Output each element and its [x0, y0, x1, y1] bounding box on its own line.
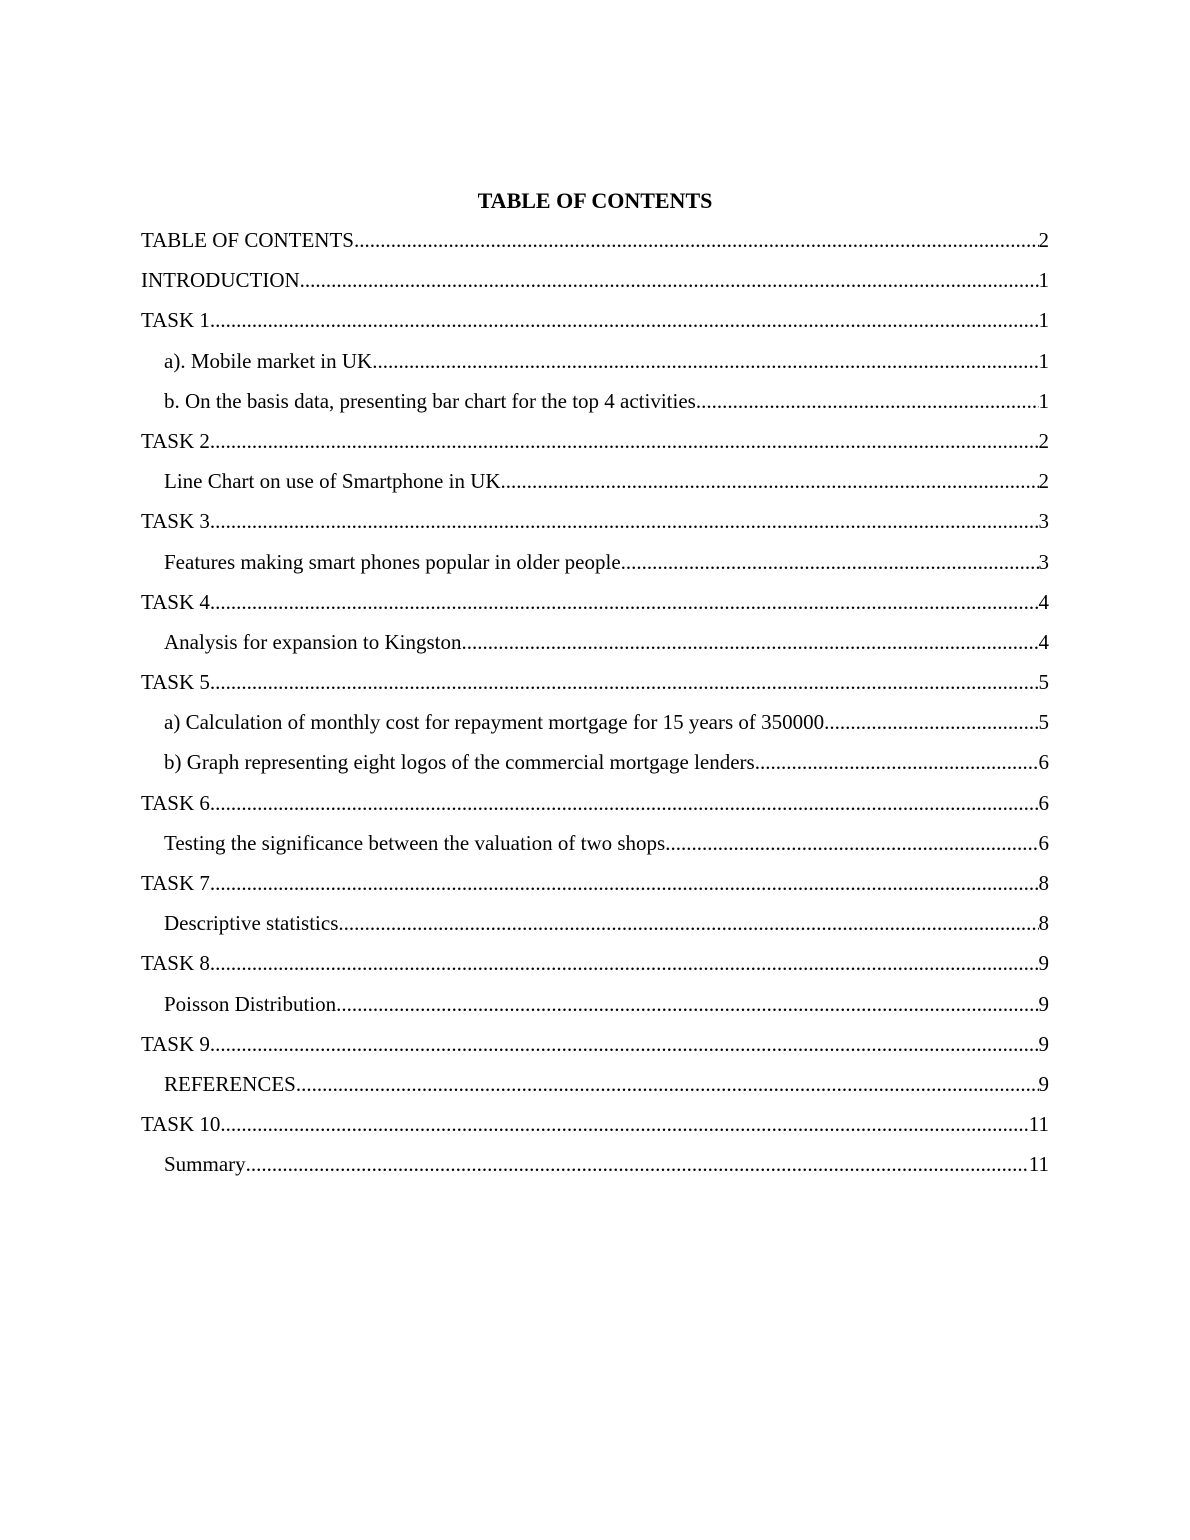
toc-page-number: 3 [1038, 509, 1049, 534]
toc-dot-leader [246, 1149, 1029, 1179]
toc-entry-title: a). Mobile market in UK [164, 348, 373, 373]
toc-entry-title: TASK 9 [141, 1031, 210, 1056]
toc-page-number: 5 [1038, 670, 1049, 695]
toc-dot-leader [824, 707, 1038, 737]
toc-entry-title: Features making smart phones popular in older people [164, 549, 621, 574]
toc-dot-leader [210, 788, 1039, 818]
toc-entry-title: TASK 7 [141, 871, 210, 895]
toc-dot-leader [372, 346, 1038, 376]
toc-entry-title: TASK 3 [141, 509, 210, 534]
toc-entry[interactable] [141, 1069, 1049, 1109]
toc-entry[interactable] [141, 426, 1049, 466]
toc-entry-title: TASK 4 [141, 589, 210, 614]
toc-page-number: 1 [1038, 348, 1049, 373]
toc-page-number: 9 [1038, 1031, 1049, 1056]
toc-entry[interactable] [141, 707, 1049, 747]
toc-entry-title: TASK 5 [141, 670, 210, 695]
toc-entry-title: a) Calculation of monthly cost for repayment mortgage for 15 years of 350000 [164, 710, 825, 735]
toc-dot-leader [665, 828, 1038, 858]
toc-dot-leader [210, 587, 1039, 617]
toc-dot-leader [210, 868, 1039, 898]
toc-page-number: 1 [1038, 268, 1049, 293]
toc-entry[interactable] [141, 305, 1049, 345]
toc-entry-title: Poisson Distribution [164, 991, 337, 1016]
toc-entry[interactable] [141, 948, 1049, 988]
toc-page-number: 1 [1038, 308, 1049, 333]
toc-dot-leader [461, 627, 1038, 657]
toc-entry[interactable] [141, 1029, 1049, 1069]
toc-dot-leader [210, 1029, 1039, 1059]
toc-page-number: 4 [1038, 629, 1049, 654]
toc-entry-title: Descriptive statistics [164, 911, 339, 936]
toc-page-number: 2 [1038, 228, 1049, 252]
toc-entry-title: TASK 1 [141, 308, 210, 333]
toc-entry[interactable] [141, 747, 1049, 787]
toc-dot-leader [696, 386, 1039, 416]
toc-entry[interactable] [141, 547, 1049, 587]
toc-entry[interactable] [141, 868, 1049, 908]
toc-page-number: 4 [1038, 589, 1049, 614]
toc-page-number: 6 [1038, 830, 1049, 855]
toc-entry-title: REFERENCES [164, 1071, 296, 1096]
toc-entry-title: Testing the significance between the valuation of two shops [164, 830, 666, 855]
toc-page-number: 6 [1038, 750, 1049, 775]
toc-entry-title: TASK 10 [141, 1112, 221, 1137]
toc-entry[interactable] [141, 265, 1049, 305]
toc-dot-leader [220, 1109, 1028, 1139]
toc-entry[interactable] [141, 225, 1049, 265]
toc-page-number: 2 [1038, 428, 1049, 453]
toc-dot-leader [210, 506, 1039, 536]
toc-entry[interactable] [141, 1149, 1049, 1189]
toc-entry[interactable] [141, 1109, 1049, 1149]
toc-page-number: 11 [1028, 1112, 1049, 1137]
toc-page-number: 3 [1038, 549, 1049, 574]
toc-dot-leader [354, 225, 1039, 255]
toc-entry[interactable] [141, 587, 1049, 627]
toc-entry-title: Line Chart on use of Smartphone in UK [164, 469, 501, 494]
toc-entry[interactable] [141, 627, 1049, 667]
toc-dot-leader [336, 989, 1038, 1019]
toc-page-number: 5 [1038, 710, 1049, 735]
toc-dot-leader [210, 667, 1039, 697]
toc-dot-leader [210, 305, 1039, 335]
toc-entry[interactable] [141, 989, 1049, 1029]
toc-page-number: 1 [1038, 388, 1049, 413]
toc-dot-leader [210, 426, 1039, 456]
toc-entry-title: Analysis for expansion to Kingston [164, 629, 462, 654]
toc-entry-title: TABLE OF CONTENTS [141, 228, 354, 252]
toc-entry[interactable] [141, 466, 1049, 506]
toc-entry-title: TASK 2 [141, 428, 210, 453]
toc-entry[interactable] [141, 346, 1049, 386]
toc-page-number: 8 [1038, 871, 1049, 895]
toc-page-number: 9 [1038, 951, 1049, 976]
toc-entry-title: TASK 8 [141, 951, 210, 976]
toc-page-number: 8 [1038, 911, 1049, 936]
toc-entry[interactable] [141, 506, 1049, 546]
toc-entry[interactable] [141, 908, 1049, 948]
toc-entry-title: INTRODUCTION [141, 268, 300, 293]
toc-entry[interactable] [141, 386, 1049, 426]
toc-dot-leader [300, 265, 1039, 295]
toc-entry-title: b. On the basis data, presenting bar chart for the top 4 activities [164, 388, 696, 413]
toc-entry[interactable] [141, 828, 1049, 868]
toc-entry-title: TASK 6 [141, 790, 210, 815]
toc-dot-leader [501, 466, 1039, 496]
toc-dot-leader [296, 1069, 1039, 1099]
toc-page-number: 9 [1038, 991, 1049, 1016]
toc-entry-title: b) Graph representing eight logos of the commercial mortgage lenders [164, 750, 755, 775]
toc-entry-title: Summary [164, 1152, 246, 1177]
toc-entry[interactable] [141, 788, 1049, 828]
toc-entry[interactable] [141, 667, 1049, 707]
toc-page-number: 6 [1038, 790, 1049, 815]
toc-page-number: 11 [1028, 1152, 1049, 1177]
toc-dot-leader [755, 747, 1039, 777]
toc-dot-leader [621, 547, 1039, 577]
toc-dot-leader [210, 948, 1039, 978]
toc-page-number: 2 [1038, 469, 1049, 494]
toc-heading: TABLE OF CONTENTS [477, 188, 713, 213]
toc-list [141, 225, 1049, 1190]
toc-dot-leader [338, 908, 1038, 938]
toc-page-number: 9 [1038, 1071, 1049, 1096]
